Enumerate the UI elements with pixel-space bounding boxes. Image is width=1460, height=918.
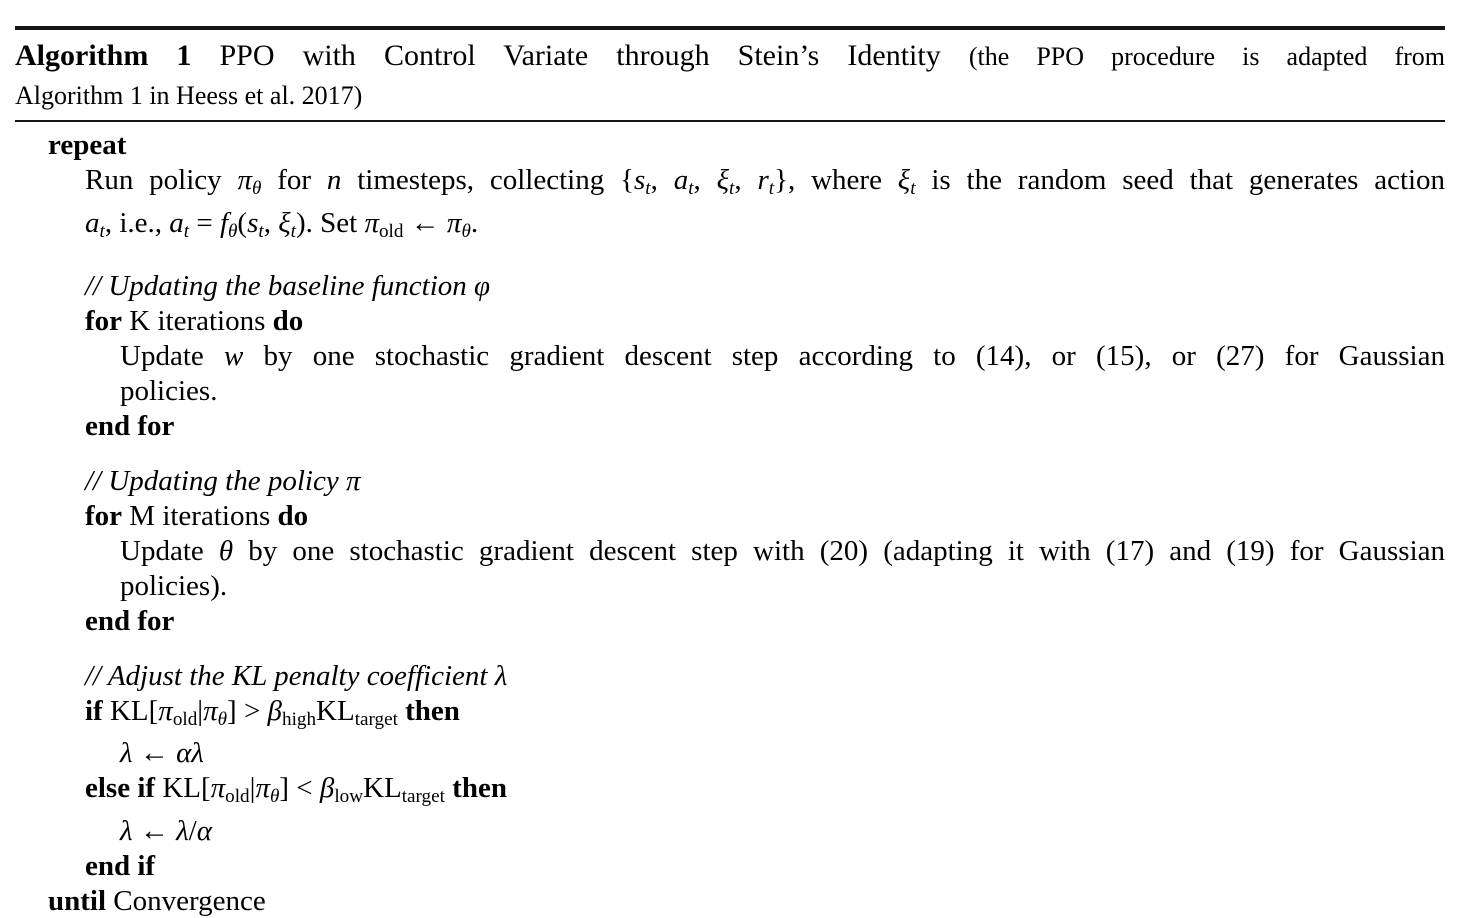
text-segment: , i.e., bbox=[104, 206, 170, 239]
text-segment: π bbox=[446, 206, 462, 239]
algorithm-line bbox=[15, 464, 1445, 499]
text-segment: w bbox=[223, 339, 244, 372]
text-segment: policies. bbox=[120, 374, 218, 407]
text-segment: by one stochastic gradient descent step with (20) (adapting it with (17) and (19) for Gaussian bbox=[233, 534, 1445, 567]
text-segment: θ bbox=[218, 534, 234, 567]
text-segment: n bbox=[326, 164, 342, 196]
text-segment: Algorithm 1 bbox=[15, 39, 192, 72]
text-segment: old bbox=[378, 220, 404, 242]
text-segment: KL bbox=[363, 772, 402, 805]
algorithm-line bbox=[15, 849, 1445, 884]
text-segment: K iterations bbox=[122, 304, 273, 337]
text-segment: KL[ bbox=[155, 772, 211, 805]
text-segment: Convergence bbox=[106, 885, 266, 918]
algorithm-line bbox=[15, 694, 1445, 737]
text-segment: t bbox=[910, 177, 916, 199]
text-segment: // Updating the baseline function bbox=[85, 269, 475, 302]
algorithm-body bbox=[15, 122, 1445, 918]
text-segment: Update bbox=[120, 534, 219, 567]
text-segment: Algorithm 1 in Heess et al. 2017) bbox=[15, 81, 363, 110]
text-segment: , bbox=[734, 164, 758, 196]
algorithm-title-line-2 bbox=[15, 76, 1445, 115]
text-segment: // Updating the policy bbox=[85, 464, 346, 497]
text-segment: t bbox=[99, 220, 105, 242]
algorithm-line bbox=[15, 659, 1445, 694]
text-segment: Update bbox=[120, 339, 224, 372]
text-segment: θ bbox=[269, 786, 280, 808]
algorithm-line bbox=[15, 736, 1445, 771]
text-segment: end for bbox=[85, 409, 175, 442]
text-segment: t bbox=[768, 177, 775, 199]
text-segment: for bbox=[261, 164, 327, 196]
text-segment: else if bbox=[85, 772, 156, 805]
text-segment: ] < bbox=[279, 772, 320, 805]
algorithm-line bbox=[15, 884, 1445, 918]
text-segment: ξ bbox=[897, 164, 911, 196]
text-segment: t bbox=[645, 177, 651, 199]
text-segment: ← bbox=[132, 815, 177, 848]
text-segment: (the PPO procedure is adapted from bbox=[968, 42, 1445, 71]
text-segment: ← bbox=[132, 737, 177, 770]
algorithm-line bbox=[15, 339, 1445, 374]
text-segment: ξ bbox=[716, 164, 730, 196]
text-segment: r bbox=[757, 164, 769, 196]
algorithm-line bbox=[15, 374, 1445, 409]
text-segment: until bbox=[48, 885, 107, 918]
algorithm-line bbox=[15, 604, 1445, 639]
text-segment: , bbox=[650, 164, 674, 196]
text-segment: { bbox=[620, 164, 634, 196]
text-segment: π bbox=[237, 164, 253, 196]
algorithm-line bbox=[15, 534, 1445, 569]
text-segment: target bbox=[401, 786, 445, 808]
text-segment: t bbox=[258, 220, 264, 242]
text-segment: if bbox=[85, 694, 103, 727]
text-segment: for bbox=[85, 304, 123, 337]
text-segment: β bbox=[267, 694, 282, 727]
text-segment: s bbox=[247, 206, 259, 239]
text-segment: then bbox=[405, 694, 460, 727]
text-segment: θ bbox=[217, 708, 228, 730]
text-segment: do bbox=[277, 499, 309, 532]
text-segment: β bbox=[319, 772, 335, 805]
text-segment: π bbox=[345, 464, 361, 497]
text-segment: do bbox=[272, 304, 304, 337]
algorithm-figure bbox=[0, 26, 1460, 918]
algorithm-line bbox=[15, 409, 1445, 444]
text-segment: λ bbox=[120, 737, 133, 770]
text-segment: KL[ bbox=[102, 694, 159, 727]
text-segment: π bbox=[158, 694, 173, 727]
text-segment: t bbox=[729, 177, 735, 199]
text-segment: f bbox=[219, 206, 229, 239]
text-segment: ] > bbox=[227, 694, 268, 727]
text-segment: is the random seed that generates action bbox=[915, 164, 1446, 196]
text-segment: repeat bbox=[48, 129, 127, 161]
text-segment: ). Set bbox=[295, 206, 365, 239]
text-segment: α bbox=[196, 815, 212, 848]
algorithm-line bbox=[15, 304, 1445, 339]
text-segment: KL bbox=[316, 694, 355, 727]
text-segment: θ bbox=[461, 220, 471, 242]
text-segment: } bbox=[774, 164, 789, 196]
algorithm-title-line-1 bbox=[15, 37, 1445, 76]
algorithm-line bbox=[15, 569, 1445, 604]
text-segment: target bbox=[354, 708, 398, 730]
text-segment: end if bbox=[85, 850, 156, 883]
text-segment: ← bbox=[403, 206, 447, 239]
text-segment: λ bbox=[120, 815, 133, 848]
text-segment: , bbox=[263, 206, 279, 239]
text-segment: . bbox=[470, 206, 479, 239]
text-segment: θ bbox=[228, 220, 238, 242]
algorithm-line bbox=[15, 771, 1445, 814]
text-segment: | bbox=[197, 694, 204, 727]
algorithm-line bbox=[15, 499, 1445, 534]
text-segment: end for bbox=[85, 604, 175, 637]
text-segment: θ bbox=[252, 177, 262, 199]
text-segment: PPO with Control Variate through Stein’s Identity bbox=[191, 39, 969, 72]
algorithm-title bbox=[15, 30, 1445, 120]
text-segment: s bbox=[633, 164, 646, 196]
text-segment: αλ bbox=[176, 737, 204, 770]
algorithm-line bbox=[15, 206, 1445, 249]
text-segment: old bbox=[172, 708, 198, 730]
text-segment: t bbox=[290, 220, 296, 242]
text-segment: Run policy bbox=[85, 164, 238, 196]
text-segment: = bbox=[189, 206, 220, 239]
text-segment: π bbox=[364, 206, 379, 239]
text-segment: π bbox=[210, 772, 226, 805]
text-segment: t bbox=[688, 177, 694, 199]
text-segment: ξ bbox=[278, 206, 291, 239]
text-segment: π bbox=[255, 772, 270, 805]
text-segment: for bbox=[85, 499, 123, 532]
text-segment: low bbox=[334, 786, 364, 808]
text-segment: | bbox=[249, 772, 256, 805]
text-segment: policies). bbox=[120, 569, 228, 602]
text-segment: a bbox=[169, 206, 184, 239]
text-segment: ( bbox=[237, 206, 248, 239]
text-segment: t bbox=[183, 220, 190, 242]
algorithm-line bbox=[15, 814, 1445, 849]
text-segment: / bbox=[188, 815, 197, 848]
text-segment: M iterations bbox=[122, 499, 278, 532]
text-segment: a bbox=[673, 164, 689, 196]
text-segment: λ bbox=[176, 815, 189, 848]
text-segment: old bbox=[225, 786, 250, 808]
text-segment: , bbox=[693, 164, 717, 196]
text-segment: λ bbox=[494, 659, 508, 692]
algorithm-line bbox=[15, 269, 1445, 304]
text-segment: high bbox=[282, 708, 317, 730]
text-segment: timesteps, collecting bbox=[341, 164, 621, 196]
algorithm-line bbox=[15, 128, 1445, 163]
text-segment: φ bbox=[474, 269, 491, 302]
text-segment: , where bbox=[788, 164, 898, 196]
text-segment: by one stochastic gradient descent step according to (14), or (15), or (27) for Gaussian bbox=[243, 339, 1445, 372]
text-segment: then bbox=[452, 772, 507, 805]
text-segment: π bbox=[203, 694, 218, 727]
text-segment: // Adjust the KL penalty coefficient bbox=[85, 659, 495, 692]
algorithm-line bbox=[15, 163, 1445, 206]
text-segment: a bbox=[85, 206, 100, 239]
